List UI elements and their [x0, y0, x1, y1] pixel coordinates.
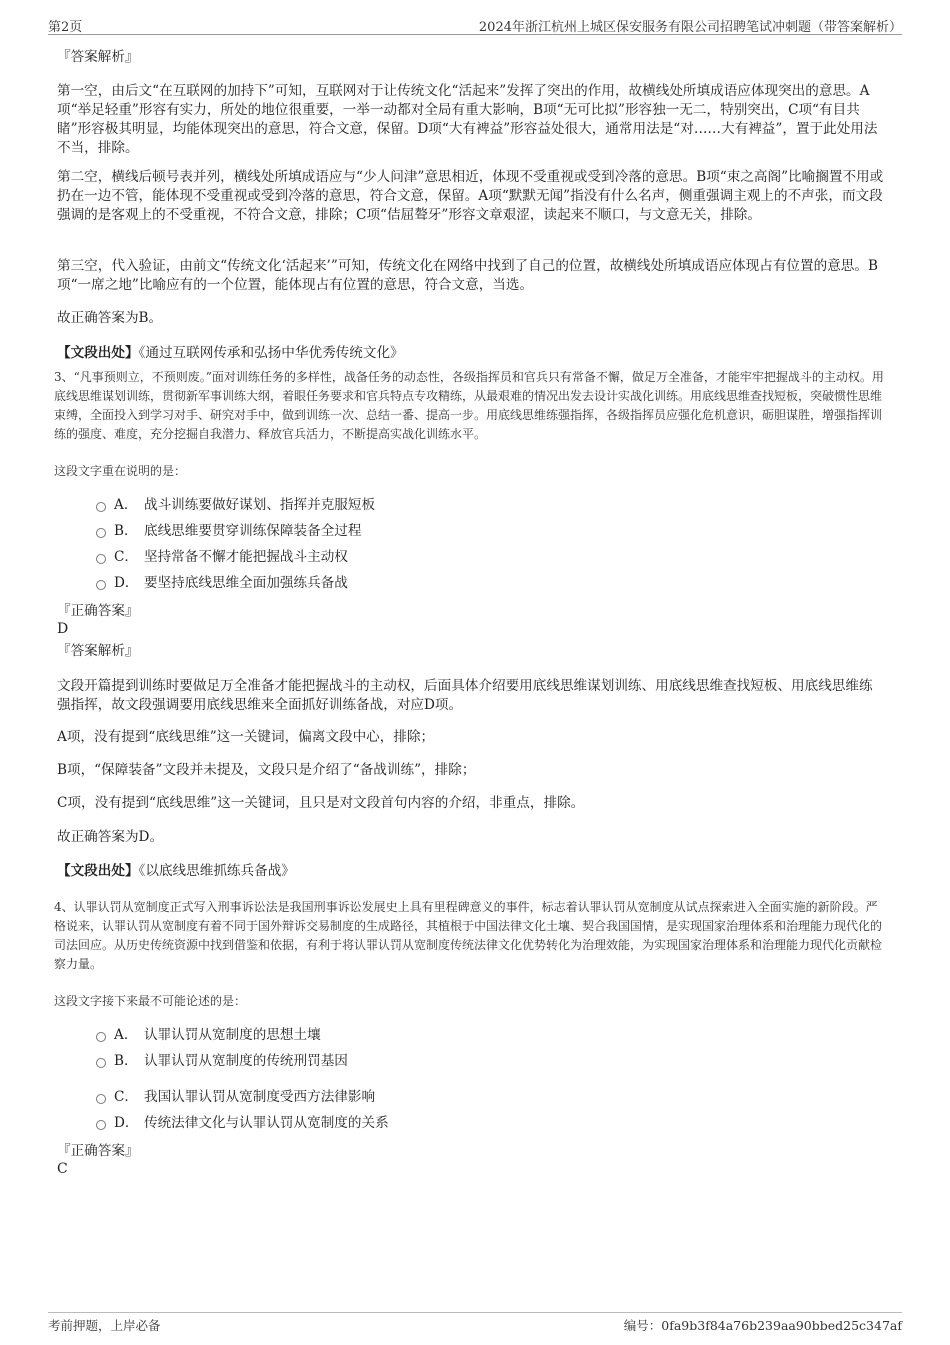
q2-analysis-heading: 『答案解析』	[57, 49, 139, 65]
footer-code-label: 编号：	[623, 1318, 662, 1333]
option-letter: A．	[114, 1027, 138, 1043]
option-text: 我国认罪认罚从宽制度受西方法律影响	[144, 1089, 376, 1105]
radio-icon[interactable]	[96, 554, 106, 564]
option-text: 底线思维要贯穿训练保障装备全过程	[144, 523, 362, 539]
radio-icon[interactable]	[96, 1120, 106, 1130]
option-letter: C．	[114, 549, 138, 565]
option-letter: B．	[114, 523, 138, 539]
q4-option-a[interactable]	[96, 1026, 321, 1045]
radio-icon[interactable]	[96, 502, 106, 512]
q3-analysis-heading: 『答案解析』	[57, 643, 139, 659]
page-number: 第2页	[48, 20, 83, 35]
option-letter: D．	[114, 1115, 139, 1131]
q3-analysis-c: C项，没有提到“底线思维”这一关键词，且只是对文段首句内容的介绍，非重点，排除。	[57, 795, 585, 811]
q3-passage: 3、“凡事预则立，不预则废。”面对训练任务的多样性，战备任务的动态性，各级指挥员和官兵只有常备不懈，做足万全准备，才能牢牢把握战斗的主动权。用底线思维谋划训练，贯彻新军事训练大纲，着眼任务要求和官兵特点专攻精练，从最艰难的情况出发去设计实战化训练。用底线思维查找短板，突破惯性思维束缚，全面投入到学习对手、研究对手中，做到训练一次、总结一番、提高一步。用底线思维练强指挥，各级指挥员应强化危机意识，砺胆谋胜，增强指挥训练的强度、难度，充分挖掘自我潜力、释放官兵活力，不断提高实战化训练水平。	[54, 370, 884, 441]
option-letter: C．	[114, 1089, 138, 1105]
q3-answer: D	[57, 621, 69, 637]
radio-icon[interactable]	[96, 528, 106, 538]
q2-analysis-blank3: 第三空，代入验证，由前文“传统文化‘活起来’”可知，传统文化在网络中找到了自己的位置，故横线处所填成语应体现占有位置的意思。B项“一席之地”比喻应有的一个位置，能体现占有位置的意思，符合文意，当选。	[57, 258, 878, 293]
radio-icon[interactable]	[96, 580, 106, 590]
q3-conclusion: 故正确答案为D。	[57, 829, 164, 845]
radio-icon[interactable]	[96, 1058, 106, 1068]
q2-analysis-blank2: 第二空，横线后顿号表并列，横线处所填成语应与“少人问津”意思相近，体现不受重视或受到冷落的意思。B项“束之高阁”比喻搁置不用或扔在一边不管，能体现不受重视或受到冷落的意思，符合文意，保留。A项“默默无闻”指没有什么名声，侧重强调主观上的不声张，而文段强调的是客观上的不受重视，不符合文意，排除；C项“佶屈聱牙”形容文章艰涩，读起来不顺口，与文意无关，排除。	[57, 169, 884, 223]
option-text: 坚持常备不懈才能把握战斗主动权	[144, 549, 348, 565]
q3-source-label: 【文段出处】	[57, 863, 139, 879]
page-header	[48, 14, 902, 35]
radio-icon[interactable]	[96, 1032, 106, 1042]
q3-source-title: 《以底线思维抓练兵备战》	[138, 863, 295, 879]
q4-option-b[interactable]	[96, 1052, 348, 1071]
q3-option-c[interactable]	[96, 548, 348, 567]
option-letter: A．	[114, 497, 138, 513]
q3-option-a[interactable]	[96, 496, 375, 515]
q3-answer-heading: 『正确答案』	[57, 603, 139, 619]
q2-source-title: 《通过互联网传承和弘扬中华优秀传统文化》	[138, 345, 404, 361]
option-text: 认罪认罚从宽制度的思想土壤	[144, 1027, 321, 1043]
radio-icon[interactable]	[96, 1094, 106, 1104]
q2-conclusion: 故正确答案为B。	[57, 310, 163, 326]
option-text: 认罪认罚从宽制度的传统刑罚基因	[144, 1053, 348, 1069]
q3-analysis-a: A项，没有提到“底线思维”这一关键词，偏离文段中心，排除；	[57, 729, 435, 745]
footer-code	[624, 1316, 902, 1334]
document-title: 2024年浙江杭州上城区保安服务有限公司招聘笔试冲刺题（带答案解析）	[478, 20, 902, 35]
q3-question: 这段文字重在说明的是：	[54, 464, 187, 478]
q2-source-label: 【文段出处】	[57, 345, 139, 361]
q4-answer: C	[57, 1161, 68, 1177]
q3-option-b[interactable]	[96, 522, 362, 541]
option-letter: D．	[114, 575, 139, 591]
q3-source	[57, 862, 885, 881]
q4-passage: 4、认罪认罚从宽制度正式写入刑事诉讼法是我国刑事诉讼发展史上具有里程碑意义的事件，标志着认罪认罚从宽制度从试点探索进入全面实施的新阶段。严格说来，认罪认罚从宽制度有着不同于国外辩诉交易制度的生成路径，其植根于中国法律文化土壤、契合我国国情，是实现国家治理体系和治理能力现代化的司法回应。从历史传统资源中找到借鉴和依据，有利于将认罪认罚从宽制度传统法律文化优势转化为治理效能，为实现国家治理体系和治理能力现代化贡献检察力量。	[54, 900, 883, 971]
q3-option-d[interactable]	[96, 574, 348, 593]
q4-question: 这段文字接下来最不可能论述的是：	[54, 994, 247, 1008]
footer-slogan: 考前押题，上岸必备	[48, 1318, 161, 1333]
footer-code-value: 0fa9b3f84a76b239aa90bbed25c347af	[661, 1318, 902, 1333]
option-text: 战斗训练要做好谋划、指挥并克服短板	[144, 497, 376, 513]
q4-answer-heading: 『正确答案』	[57, 1143, 139, 1159]
page-footer	[48, 1312, 902, 1335]
q3-analysis-b: B项，“保障装备”文段并未提及，文段只是介绍了“备战训练”，排除；	[57, 762, 476, 778]
option-letter: B．	[114, 1053, 138, 1069]
q4-option-d[interactable]	[96, 1114, 389, 1133]
q2-analysis-blank1: 第一空，由后文“在互联网的加持下”可知，互联网对于让传统文化“活起来”发挥了突出的作用，故横线处所填成语应体现突出的意思。A项“举足轻重”形容有实力，所处的地位很重要，一举一动都对全局有重大影响，B项“无可比拟”形容独一无二，特别突出，C项“有目共睹”形容极其明显，均能体现突出的意思，符合文意，保留。D项“大有裨益”形容益处很大，通常用法是“对……大有裨益”，置于此处用法不当，排除。	[57, 83, 878, 156]
option-text: 要坚持底线思维全面加强练兵备战	[144, 575, 348, 591]
q2-source	[57, 344, 885, 363]
q4-option-c[interactable]	[96, 1088, 375, 1107]
option-text: 传统法律文化与认罪认罚从宽制度的关系	[144, 1115, 389, 1131]
q3-analysis-main: 文段开篇提到训练时要做足万全准备才能把握战斗的主动权，后面具体介绍要用底线思维谋划训练、用底线思维查找短板、用底线思维练强指挥，故文段强调要用底线思维来全面抓好训练备战，对应D项。	[57, 678, 873, 713]
